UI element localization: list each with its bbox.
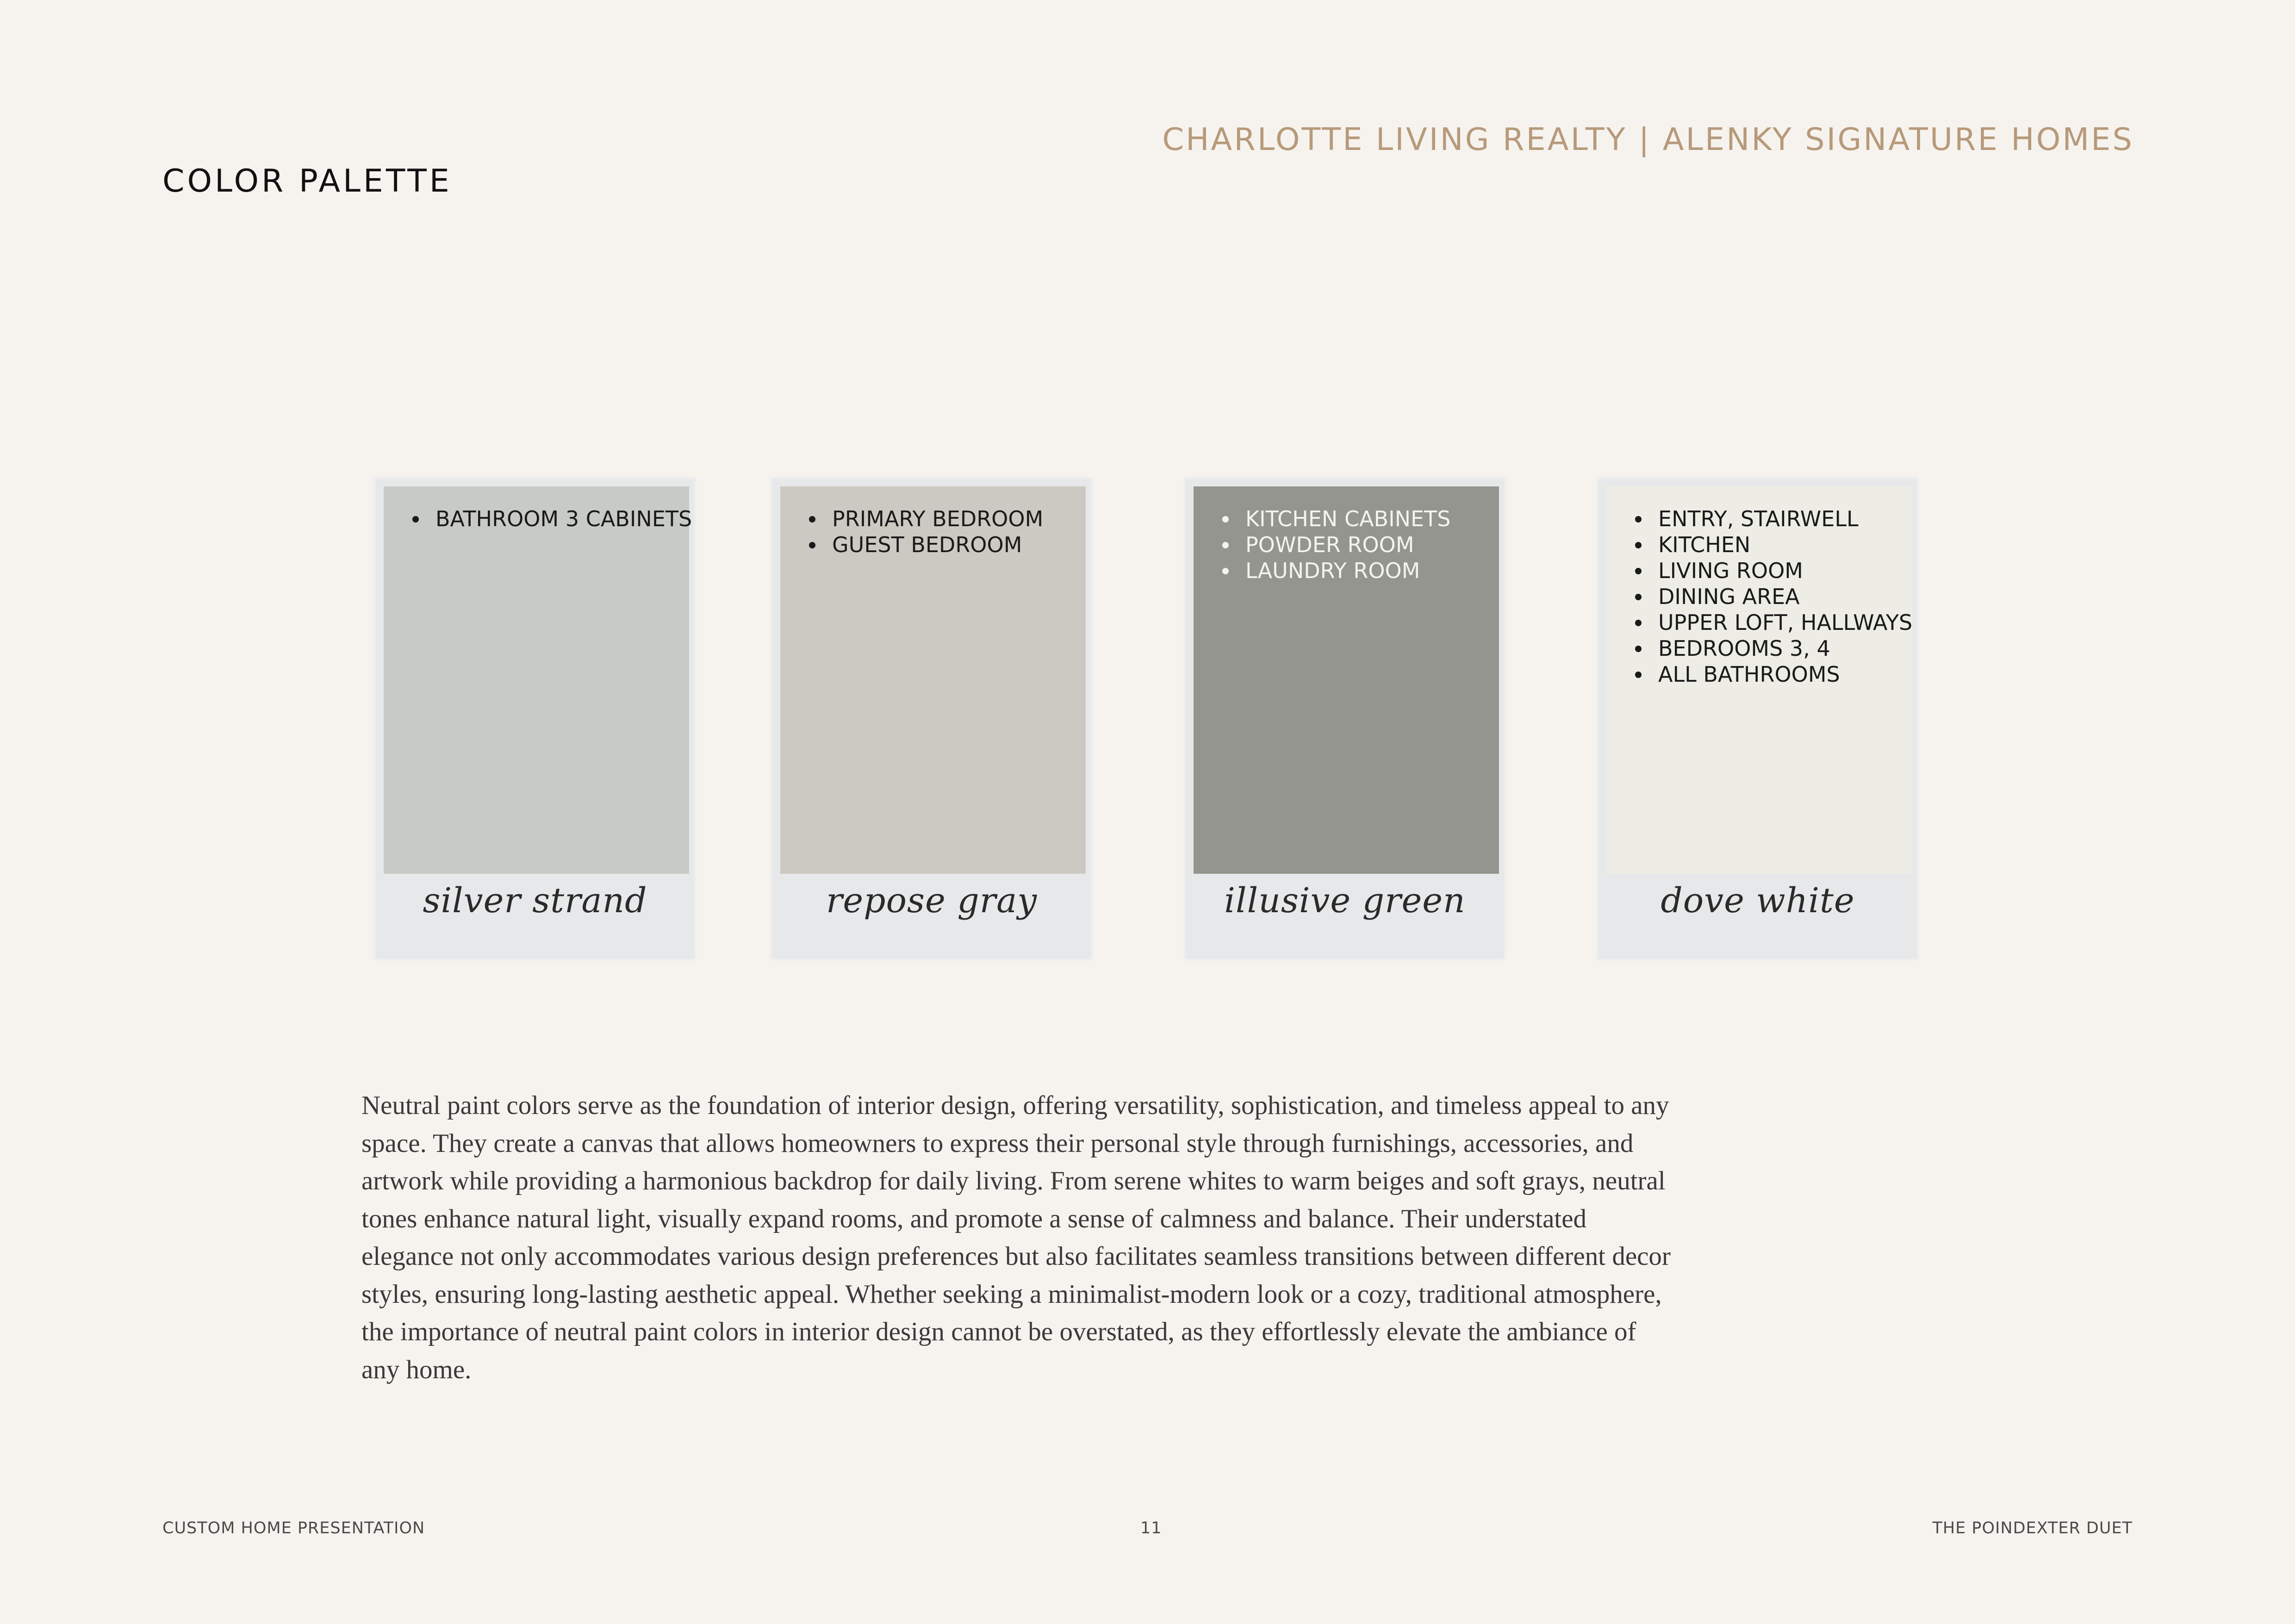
room-list-item: ALL BATHROOMS xyxy=(1606,661,1912,687)
swatch-card-silver-strand xyxy=(374,478,696,960)
room-list xyxy=(1606,506,1912,687)
swatch-color-block xyxy=(1194,486,1499,874)
room-list xyxy=(1194,506,1499,584)
room-list-item: ENTRY, STAIRWELL xyxy=(1606,506,1912,532)
room-list xyxy=(780,506,1086,558)
room-list-item: BATHROOM 3 CABINETS xyxy=(384,506,689,532)
room-list-item: GUEST BEDROOM xyxy=(780,532,1086,558)
swatch-color-block xyxy=(780,486,1086,874)
swatch-card-dove-white xyxy=(1597,478,1918,960)
room-list-item: LAUNDRY ROOM xyxy=(1194,558,1499,584)
room-list-item: KITCHEN xyxy=(1606,532,1912,558)
room-list-item: KITCHEN CABINETS xyxy=(1194,506,1499,532)
room-list-item: PRIMARY BEDROOM xyxy=(780,506,1086,532)
room-list-item: DINING AREA xyxy=(1606,584,1912,610)
swatch-name: silver strand xyxy=(423,881,647,921)
page-title: COLOR PALETTE xyxy=(162,163,452,199)
room-list xyxy=(384,506,692,532)
room-list-item: BEDROOMS 3, 4 xyxy=(1606,635,1912,661)
swatch-name: repose gray xyxy=(826,881,1038,921)
room-list-item: LIVING ROOM xyxy=(1606,558,1912,584)
footer-page-number: 11 xyxy=(1140,1519,1162,1537)
footer-left-text: CUSTOM HOME PRESENTATION xyxy=(162,1519,425,1537)
room-list-item: UPPER LOFT, HALLWAYS xyxy=(1606,610,1912,635)
swatch-card-illusive-green xyxy=(1184,478,1505,960)
brand-header: CHARLOTTE LIVING REALTY | ALENKY SIGNATURE HOMES xyxy=(1162,121,2134,157)
swatch-color-block xyxy=(384,486,692,874)
swatch-card-repose-gray xyxy=(771,478,1092,960)
swatch-name: illusive green xyxy=(1224,881,1466,921)
description-paragraph: Neutral paint colors serve as the foundation of interior design, offering versatility, sophistication, and timeless appeal to any space. They create a canvas that allows homeowners to express their personal style through furnishings, accessories, and artwork while providing a harmonious backdrop for daily living. From serene whites to warm beiges and soft grays, neutral tones enhance natural light, visually expand rooms, and promote a sense of calmness and balance. Their understated elegance not only accommodates various design preferences but also facilitates seamless transitions between different decor styles, ensuring long-lasting aesthetic appeal. Whether seeking a minimalist-modern look or a cozy, traditional atmosphere, the importance of neutral paint colors in interior design cannot be overstated, as they effortlessly elevate the ambiance of any home. xyxy=(361,1091,1671,1384)
swatch-name: dove white xyxy=(1661,881,1855,921)
footer-right-text: THE POINDEXTER DUET xyxy=(1932,1519,2133,1537)
swatch-color-block xyxy=(1606,486,1912,874)
room-list-item: POWDER ROOM xyxy=(1194,532,1499,558)
